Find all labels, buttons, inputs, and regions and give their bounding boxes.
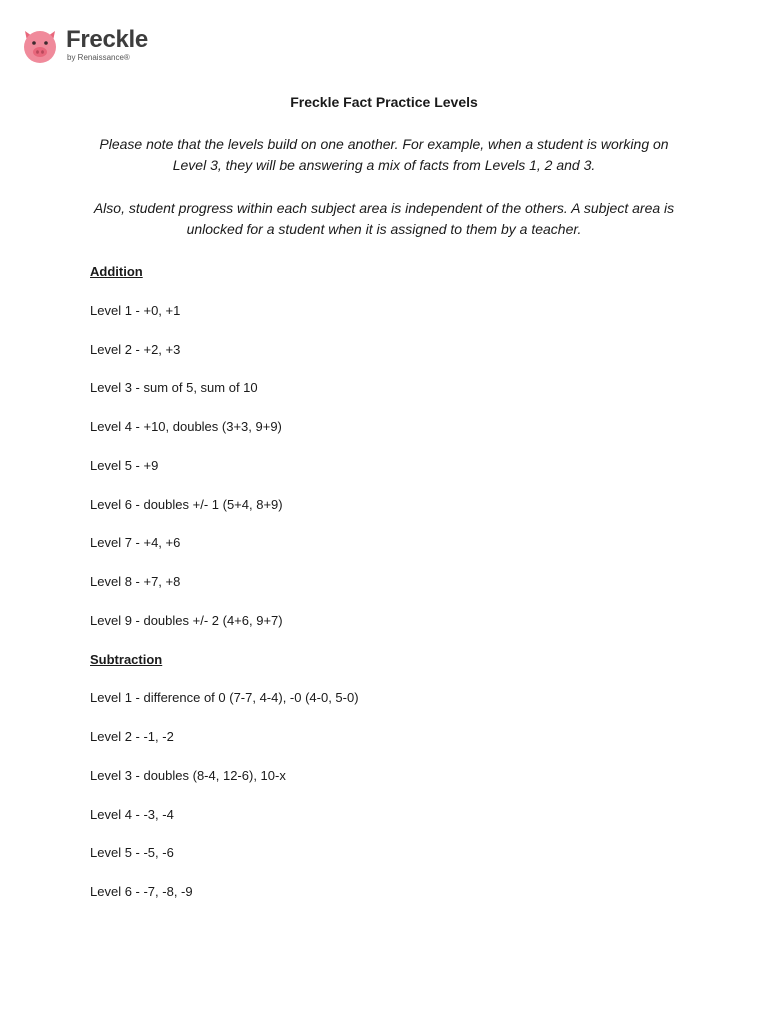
addition-level-3: Level 3 - sum of 5, sum of 10 [90,380,258,395]
addition-level-1: Level 1 - +0, +1 [90,303,181,318]
addition-level-6: Level 6 - doubles +/- 1 (5+4, 8+9) [90,497,283,512]
addition-level-4: Level 4 - +10, doubles (3+3, 9+9) [90,419,282,434]
addition-level-5: Level 5 - +9 [90,458,159,473]
freckle-logo [20,26,148,64]
addition-level-2: Level 2 - +2, +3 [90,342,181,357]
logo-wordmark: Freckle [66,26,148,53]
addition-level-8: Level 8 - +7, +8 [90,574,181,589]
subtraction-level-6: Level 6 - -7, -8, -9 [90,884,193,899]
note-levels-build: Please note that the levels build on one another. For example, when a student is working on Level 3, they will be answering a mix of facts from Levels 1, 2 and 3. [99,136,669,173]
subtraction-heading: Subtraction [90,652,163,667]
subtraction-level-4: Level 4 - -3, -4 [90,807,174,822]
subtraction-level-2: Level 2 - -1, -2 [90,729,174,744]
pig-icon [20,26,60,64]
page-title: Freckle Fact Practice Levels [290,94,478,110]
note-progress-independent: Also, student progress within each subject area is independent of the others. A subject area is unlocked for a student when it is assigned to them by a teacher. [93,200,675,237]
addition-level-9: Level 9 - doubles +/- 2 (4+6, 9+7) [90,613,283,628]
subtraction-level-1: Level 1 - difference of 0 (7-7, 4-4), -0 (4-0, 5-0) [90,690,359,705]
subtraction-level-5: Level 5 - -5, -6 [90,845,174,860]
addition-level-7: Level 7 - +4, +6 [90,535,181,550]
subtraction-level-3: Level 3 - doubles (8-4, 12-6), 10-x [90,768,286,783]
logo-byline: by Renaissance® [67,53,130,62]
addition-heading: Addition [90,264,143,279]
